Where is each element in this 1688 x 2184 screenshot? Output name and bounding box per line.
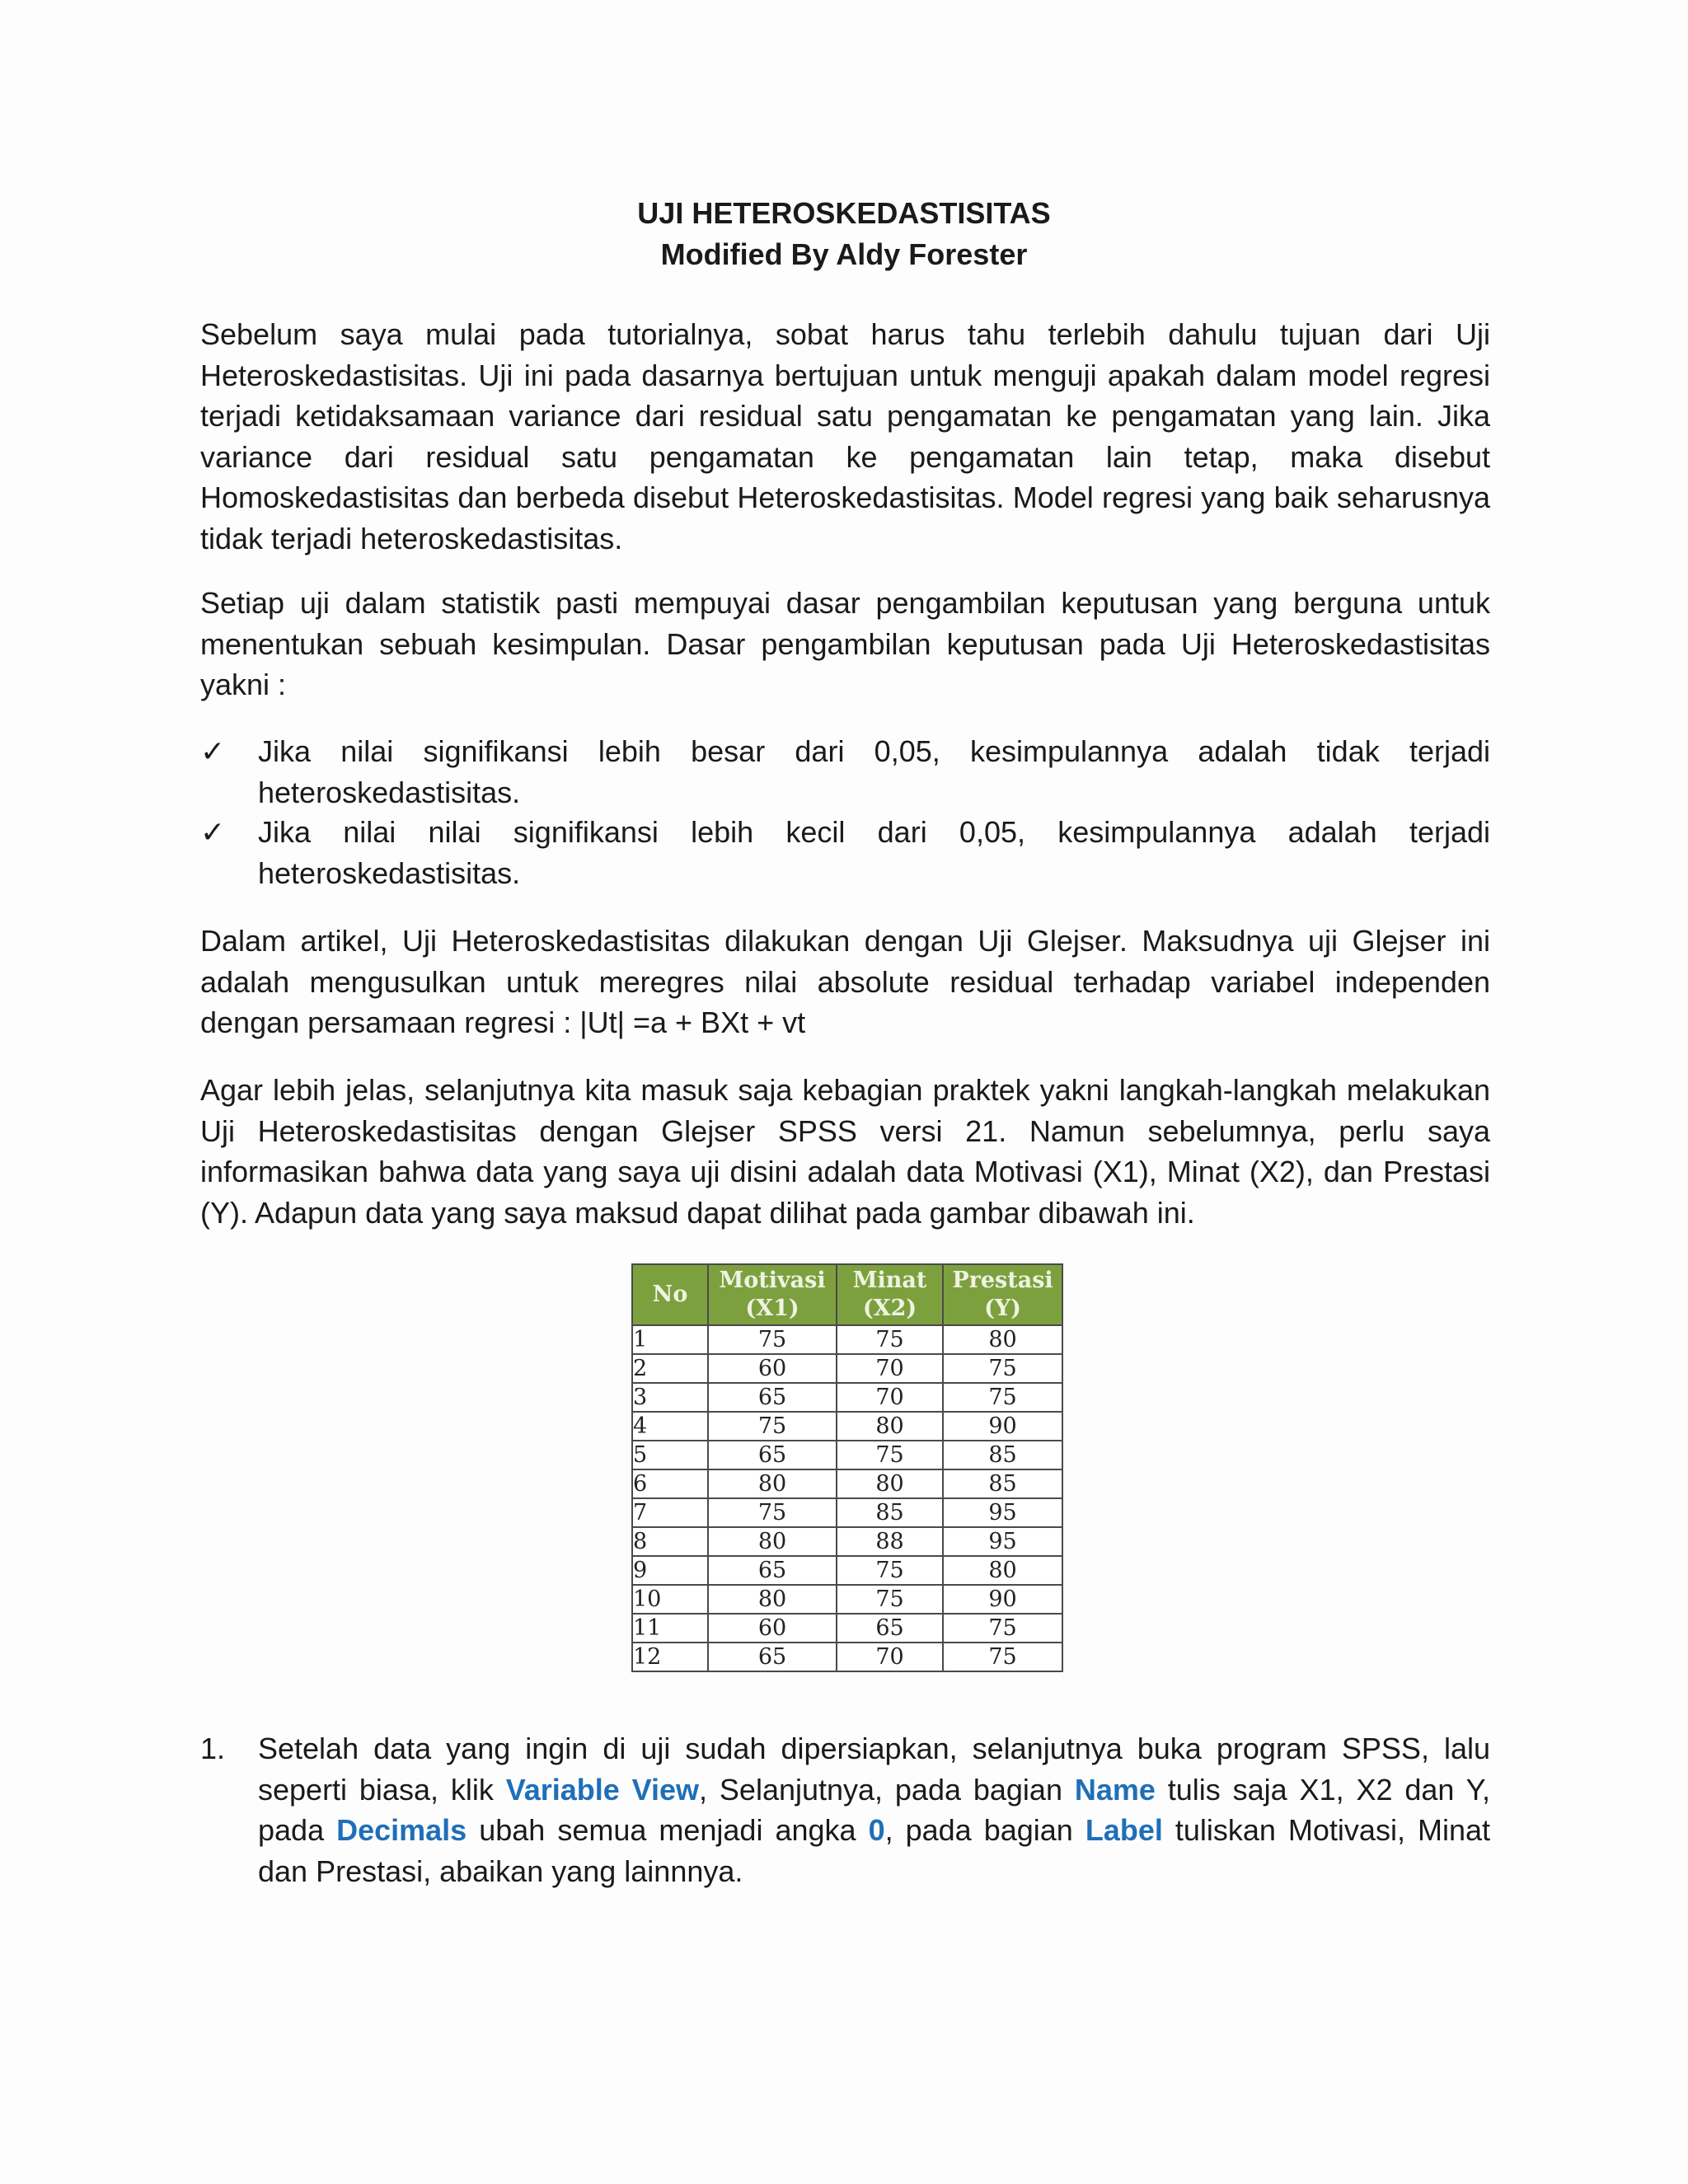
checkmark-icon: ✓ [200, 734, 226, 768]
criteria-text: Jika nilai signifikansi lebih besar dari 0,05, kesimpulannya adalah tidak terjadi heteroskedastisitas. [258, 734, 1490, 809]
step-text: Setelah data yang ingin di uji sudah dipersiapkan, selanjutnya buka program SPSS, lalu seperti biasa, klik Variable View, Selanjutnya, pada bagian Name tulis saja X1, X2 dan Y, pada Decimals ubah semua menjadi angka 0, pada bagian Label tuliskan Motivasi, Minat dan Prestasi, abaikan yang lainnnya. [258, 1732, 1490, 1888]
table-row [632, 1441, 1062, 1469]
cell-value: 75 [837, 1556, 943, 1585]
cell-value: 70 [837, 1383, 943, 1412]
cell-value: 95 [943, 1527, 1062, 1556]
header-no: No [632, 1264, 708, 1325]
cell-value: 95 [943, 1498, 1062, 1527]
cell-value: 80 [943, 1325, 1062, 1354]
table-row [632, 1354, 1062, 1383]
table-row [632, 1585, 1062, 1614]
cell-no: 10 [632, 1585, 708, 1614]
keyword-label: Label [1085, 1813, 1163, 1847]
cell-value: 65 [837, 1614, 943, 1643]
cell-value: 85 [943, 1441, 1062, 1469]
cell-no: 2 [632, 1354, 708, 1383]
criteria-text: Jika nilai nilai signifikansi lebih kecil dari 0,05, kesimpulannya adalah terjadi heteroskedastisitas. [258, 815, 1490, 890]
cell-value: 88 [837, 1527, 943, 1556]
cell-value: 90 [943, 1585, 1062, 1614]
keyword-decimals: Decimals [336, 1813, 467, 1847]
table-row [632, 1643, 1062, 1671]
cell-value: 60 [708, 1614, 837, 1643]
cell-value: 75 [708, 1412, 837, 1441]
cell-value: 75 [943, 1383, 1062, 1412]
paragraph-glejser: Dalam artikel, Uji Heteroskedastisitas dilakukan dengan Uji Glejser. Maksudnya uji Glejser ini adalah mengusulkan untuk meregres nilai absolute residual terhadap variabel independen dengan persamaan regresi : |Ut| =a + BXt + vt [200, 924, 1490, 1039]
cell-no: 3 [632, 1383, 708, 1412]
cell-value: 75 [943, 1643, 1062, 1671]
cell-value: 75 [837, 1585, 943, 1614]
table-row [632, 1527, 1062, 1556]
table-row [632, 1556, 1062, 1585]
cell-value: 70 [837, 1354, 943, 1383]
page-title: UJI HETEROSKEDASTISITAS [637, 196, 1051, 230]
cell-value: 75 [943, 1614, 1062, 1643]
cell-value: 85 [943, 1469, 1062, 1498]
header-prestasi: Prestasi (Y) [943, 1264, 1062, 1325]
checkmark-icon: ✓ [200, 815, 226, 849]
cell-value: 80 [708, 1585, 837, 1614]
cell-no: 12 [632, 1643, 708, 1671]
paragraph-data-intro: Agar lebih jelas, selanjutnya kita masuk saja kebagian praktek yakni langkah-langkah melakukan Uji Heteroskedastisitas dengan Glejser SPSS versi 21. Namun sebelumnya, perlu saya informasikan bahwa data yang saya uji disini adalah data Motivasi (X1), Minat (X2), dan Prestasi (Y). Adapun data yang saya maksud dapat dilihat pada gambar dibawah ini. [200, 1073, 1490, 1230]
cell-no: 1 [632, 1325, 708, 1354]
cell-value: 60 [708, 1354, 837, 1383]
cell-value: 70 [837, 1643, 943, 1671]
cell-no: 9 [632, 1556, 708, 1585]
paragraph-basis: Setiap uji dalam statistik pasti mempuyai dasar pengambilan keputusan yang berguna untuk menentukan sebuah kesimpulan. Dasar pengambilan keputusan pada Uji Heteroskedastisitas yakni : [200, 586, 1490, 701]
cell-value: 65 [708, 1556, 837, 1585]
header-motivasi: Motivasi (X1) [708, 1264, 837, 1325]
cell-value: 75 [708, 1498, 837, 1527]
paragraph-intro: Sebelum saya mulai pada tutorialnya, sobat harus tahu terlebih dahulu tujuan dari Uji Heteroskedastisitas. Uji ini pada dasarnya bertujuan untuk menguji apakah dalam model regresi terjadi ketidaksamaan variance dari residual satu pengamatan ke pengamatan yang lain. Jika variance dari residual satu pengamatan ke pengamatan lain tetap, maka disebut Homoskedastisitas dan berbeda disebut Heteroskedastisitas. Model regresi yang baik seharusnya tidak terjadi heteroskedastisitas. [200, 317, 1490, 555]
table-row [632, 1325, 1062, 1354]
cell-value: 90 [943, 1412, 1062, 1441]
cell-value: 75 [837, 1441, 943, 1469]
table-header-row [632, 1264, 1062, 1325]
cell-value: 75 [837, 1325, 943, 1354]
cell-value: 75 [943, 1354, 1062, 1383]
cell-no: 11 [632, 1614, 708, 1643]
cell-no: 4 [632, 1412, 708, 1441]
cell-value: 80 [837, 1469, 943, 1498]
table-row [632, 1383, 1062, 1412]
cell-value: 65 [708, 1441, 837, 1469]
cell-value: 80 [837, 1412, 943, 1441]
keyword-variable-view: Variable View [505, 1772, 700, 1807]
table-row [632, 1412, 1062, 1441]
cell-value: 65 [708, 1383, 837, 1412]
table-row [632, 1614, 1062, 1643]
cell-value: 80 [708, 1527, 837, 1556]
data-table [631, 1263, 1063, 1672]
cell-no: 6 [632, 1469, 708, 1498]
page-subtitle: Modified By Aldy Forester [660, 237, 1028, 271]
keyword-name: Name [1074, 1772, 1156, 1807]
table-row [632, 1498, 1062, 1527]
cell-value: 65 [708, 1643, 837, 1671]
table-row [632, 1469, 1062, 1498]
cell-value: 80 [708, 1469, 837, 1498]
cell-no: 5 [632, 1441, 708, 1469]
cell-value: 85 [837, 1498, 943, 1527]
cell-value: 75 [708, 1325, 837, 1354]
header-minat: Minat (X2) [837, 1264, 943, 1325]
keyword-zero: 0 [868, 1813, 885, 1847]
cell-value: 80 [943, 1556, 1062, 1585]
cell-no: 8 [632, 1527, 708, 1556]
cell-no: 7 [632, 1498, 708, 1527]
step-number: 1. [200, 1732, 226, 1765]
